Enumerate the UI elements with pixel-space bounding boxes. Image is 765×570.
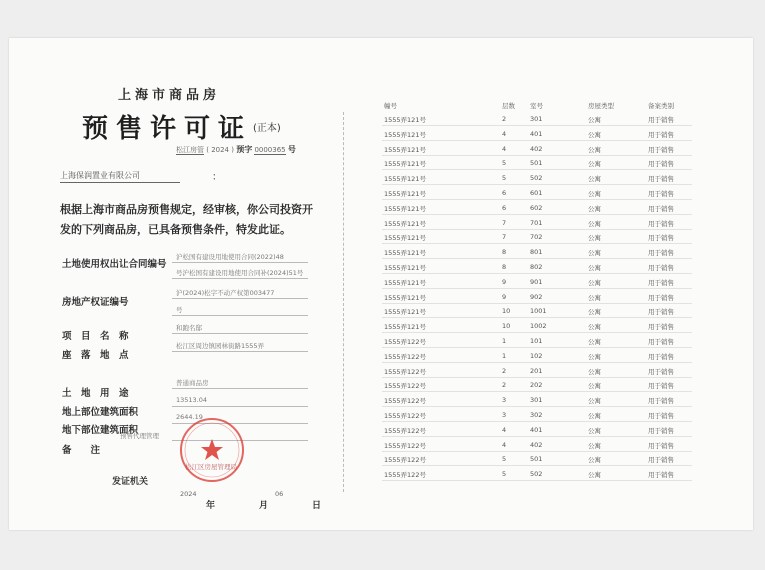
cell-type: 公寓 — [588, 323, 601, 332]
cell-building: 1555弄121号 — [384, 278, 426, 287]
cell-type: 公寓 — [588, 426, 601, 435]
cell-category: 用于销售 — [648, 293, 674, 302]
table-row-rule — [382, 451, 692, 452]
cell-floor: 10 — [502, 307, 511, 316]
cell-category: 用于销售 — [648, 382, 674, 391]
col-header-room: 室号 — [530, 102, 543, 110]
cell-category: 用于销售 — [648, 471, 674, 480]
cell-type: 公寓 — [588, 249, 601, 258]
table-row-rule — [382, 406, 692, 407]
cell-floor: 4 — [502, 425, 507, 434]
month-label: 月 — [259, 501, 269, 511]
cell-category: 用于销售 — [648, 145, 674, 154]
cell-type: 公寓 — [588, 382, 601, 391]
cell-room: 201 — [530, 366, 543, 375]
cell-type: 公寓 — [588, 338, 601, 346]
cell-floor: 5 — [502, 159, 507, 168]
rule — [172, 278, 308, 279]
table-row-rule — [382, 140, 692, 141]
cell-building: 1555弄122号 — [384, 338, 426, 346]
holder-name: 上海保润置业有限公司 — [60, 170, 180, 183]
col-header-floor: 层数 — [502, 102, 515, 110]
cell-type: 公寓 — [588, 352, 601, 361]
cell-room: 501 — [530, 159, 543, 168]
seal-graphic — [178, 416, 246, 484]
cell-floor: 8 — [502, 263, 507, 271]
page-divider — [343, 112, 344, 492]
cell-room: 302 — [530, 411, 543, 419]
cell-type: 公寓 — [588, 441, 601, 450]
cell-floor: 4 — [502, 440, 507, 449]
cell-type: 公寓 — [588, 130, 601, 139]
cell-building: 1555弄121号 — [384, 175, 426, 184]
cell-room: 301 — [530, 396, 543, 405]
cell-room: 301 — [530, 115, 543, 123]
cell-type: 公寓 — [588, 264, 601, 272]
property-cert-label: 房地产权证编号 — [62, 297, 129, 308]
table-row-rule — [382, 317, 692, 318]
year-label: 年 — [206, 501, 216, 511]
cell-room: 202 — [530, 381, 543, 390]
cell-building: 1555弄121号 — [384, 293, 426, 302]
land-contract-value-2: 号沪松国有建设用地使用合同补(2024)51号 — [176, 269, 304, 277]
cell-floor: 10 — [502, 322, 511, 331]
permit-serial: 0000365 — [254, 146, 286, 154]
property-cert-value-1: 沪(2024)松字不动产权第003477 — [176, 289, 275, 297]
cell-type: 公寓 — [588, 234, 601, 243]
cell-room: 902 — [530, 292, 543, 301]
cell-type: 公寓 — [588, 293, 601, 302]
cell-floor: 3 — [502, 411, 507, 419]
cell-floor: 5 — [502, 174, 507, 183]
cell-category: 用于销售 — [648, 234, 674, 243]
permit-word: 预字 — [236, 145, 253, 154]
cell-room: 702 — [530, 233, 543, 242]
cell-type: 公寓 — [588, 397, 601, 406]
col-header-category: 备案类别 — [648, 102, 674, 110]
cell-room: 401 — [530, 129, 543, 138]
table-row-rule — [382, 332, 692, 333]
cell-room: 1001 — [530, 307, 547, 316]
rule — [172, 388, 308, 389]
cell-building: 1555弄122号 — [384, 412, 426, 420]
cell-type: 公寓 — [588, 412, 601, 420]
cell-room: 101 — [530, 337, 543, 345]
cell-type: 公寓 — [588, 204, 601, 213]
cell-building: 1555弄121号 — [384, 264, 426, 272]
below-area-value: 2644.19 — [176, 413, 203, 421]
cell-room: 701 — [530, 218, 543, 227]
cell-floor: 3 — [502, 396, 507, 405]
land-contract-label: 土地使用权出让合同编号 — [62, 259, 167, 270]
cell-building: 1555弄122号 — [384, 441, 426, 450]
cell-category: 用于销售 — [648, 249, 674, 258]
rule — [172, 406, 308, 407]
col-header-building: 幢号 — [384, 102, 397, 110]
cell-type: 公寓 — [588, 308, 601, 317]
cell-building: 1555弄122号 — [384, 397, 426, 406]
cell-room: 901 — [530, 277, 543, 286]
seal-text: 松江区房屋管理局 — [185, 463, 237, 471]
cell-category: 用于销售 — [648, 116, 674, 124]
cell-room: 502 — [530, 470, 543, 479]
table-row-rule — [382, 391, 692, 392]
cell-category: 用于销售 — [648, 130, 674, 139]
cell-building: 1555弄122号 — [384, 352, 426, 361]
cell-type: 公寓 — [588, 175, 601, 184]
cell-floor: 4 — [502, 144, 507, 153]
cell-room: 602 — [530, 203, 543, 212]
cell-building: 1555弄122号 — [384, 471, 426, 480]
property-cert-value-2: 号 — [176, 306, 183, 314]
rule — [172, 262, 308, 263]
table-row-rule — [382, 288, 692, 289]
land-use-value: 普通商品房 — [176, 379, 209, 387]
table-row-rule — [382, 436, 692, 437]
cell-building: 1555弄122号 — [384, 367, 426, 376]
cell-category: 用于销售 — [648, 338, 674, 346]
below-area-label: 地下部位建筑面积 — [62, 425, 139, 436]
cell-building: 1555弄121号 — [384, 145, 426, 154]
table-row-rule — [382, 421, 692, 422]
cell-floor: 5 — [502, 470, 507, 479]
cell-category: 用于销售 — [648, 412, 674, 420]
rule — [172, 315, 308, 316]
location-label: 座 落 地 点 — [62, 350, 129, 361]
cell-building: 1555弄121号 — [384, 130, 426, 139]
cell-category: 用于销售 — [648, 441, 674, 450]
col-header-type: 房屋类型 — [588, 102, 614, 110]
cell-floor: 1 — [502, 351, 507, 360]
cell-type: 公寓 — [588, 190, 601, 198]
cell-floor: 2 — [502, 115, 507, 123]
cell-type: 公寓 — [588, 116, 601, 124]
official-seal — [178, 416, 246, 484]
cell-category: 用于销售 — [648, 190, 674, 198]
cell-room: 102 — [530, 351, 543, 360]
cell-floor: 2 — [502, 366, 507, 375]
cell-building: 1555弄121号 — [384, 249, 426, 258]
cell-type: 公寓 — [588, 471, 601, 480]
project-label: 项 目 名 称 — [62, 331, 129, 342]
cell-room: 502 — [530, 174, 543, 183]
table-row-rule — [382, 155, 692, 156]
day-label: 日 — [312, 501, 322, 511]
issuer-label: 发证机关 — [112, 477, 149, 487]
certificate-title: 预售许可证 — [82, 114, 253, 144]
cell-floor: 8 — [502, 248, 507, 257]
table-row-rule — [382, 480, 692, 481]
table-row-rule — [382, 258, 692, 259]
cell-building: 1555弄122号 — [384, 382, 426, 391]
cell-room: 401 — [530, 425, 543, 434]
table-row-rule — [382, 377, 692, 378]
cell-floor: 9 — [502, 277, 507, 286]
cell-category: 用于销售 — [648, 204, 674, 213]
permit-hao: 号 — [287, 145, 296, 154]
cell-category: 用于销售 — [648, 278, 674, 287]
cell-building: 1555弄121号 — [384, 308, 426, 317]
table-row-rule — [382, 303, 692, 304]
cell-floor: 5 — [502, 455, 507, 464]
permit-year: ( 2024 ) — [206, 146, 234, 154]
cell-room: 601 — [530, 189, 543, 197]
land-contract-value-1: 沪松国有建设用地使用合同(2022)48 — [176, 253, 284, 261]
certificate-body: 根据上海市商品房预售规定，经审核，你公司投资开发的下列商品房，已具备预售条件，特发此证。 — [60, 203, 313, 236]
cell-category: 用于销售 — [648, 367, 674, 376]
cell-floor: 7 — [502, 218, 507, 227]
cell-type: 公寓 — [588, 219, 601, 228]
cell-type: 公寓 — [588, 160, 601, 169]
permit-number — [176, 144, 296, 155]
cell-type: 公寓 — [588, 367, 601, 376]
table-row-rule — [382, 243, 692, 244]
remarks-value: 预售代理管理 — [120, 432, 159, 440]
cell-category: 用于销售 — [648, 308, 674, 317]
remarks-label: 备 注 — [62, 445, 101, 456]
year-value: 2024 — [180, 490, 197, 498]
table-row-rule — [382, 184, 692, 185]
table-row-rule — [382, 347, 692, 348]
table-row-rule — [382, 362, 692, 363]
cell-category: 用于销售 — [648, 264, 674, 272]
above-area-value: 13513.04 — [176, 396, 208, 404]
cell-floor: 6 — [502, 203, 507, 212]
certificate-subtitle: 上海市商品房 — [118, 88, 221, 103]
location-value: 松江区周边镇园林街路1555弄 — [176, 342, 265, 350]
cell-building: 1555弄121号 — [384, 323, 426, 332]
cell-category: 用于销售 — [648, 160, 674, 169]
cell-category: 用于销售 — [648, 456, 674, 465]
cell-room: 501 — [530, 455, 543, 464]
cell-room: 802 — [530, 263, 543, 271]
cell-type: 公寓 — [588, 145, 601, 154]
cell-building: 1555弄122号 — [384, 456, 426, 465]
cell-room: 801 — [530, 248, 543, 257]
cell-category: 用于销售 — [648, 175, 674, 184]
table-row-rule — [382, 273, 692, 274]
cell-floor: 2 — [502, 381, 507, 390]
table-row-rule — [382, 125, 692, 126]
cell-type: 公寓 — [588, 278, 601, 287]
cell-building: 1555弄121号 — [384, 219, 426, 228]
cell-room: 1002 — [530, 322, 547, 331]
cell-room: 402 — [530, 440, 543, 449]
cell-building: 1555弄121号 — [384, 116, 426, 124]
cell-floor: 1 — [502, 337, 507, 345]
cell-category: 用于销售 — [648, 219, 674, 228]
land-use-label: 土 地 用 途 — [62, 388, 129, 399]
cell-category: 用于销售 — [648, 323, 674, 332]
cell-floor: 4 — [502, 129, 507, 138]
table-row-rule — [382, 214, 692, 215]
cell-floor: 6 — [502, 189, 507, 197]
cell-floor: 7 — [502, 233, 507, 242]
rule — [172, 351, 308, 352]
permit-prefix: 松江房管 — [176, 146, 204, 154]
cell-category: 用于销售 — [648, 352, 674, 361]
cell-category: 用于销售 — [648, 397, 674, 406]
cell-building: 1555弄122号 — [384, 426, 426, 435]
above-area-label: 地上部位建筑面积 — [62, 407, 139, 418]
holder-colon: ： — [212, 172, 222, 183]
table-row-rule — [382, 229, 692, 230]
cell-building: 1555弄121号 — [384, 190, 426, 198]
cell-room: 402 — [530, 144, 543, 153]
cell-floor: 9 — [502, 292, 507, 301]
table-row-rule — [382, 199, 692, 200]
cell-category: 用于销售 — [648, 426, 674, 435]
cell-building: 1555弄121号 — [384, 160, 426, 169]
cell-type: 公寓 — [588, 456, 601, 465]
project-value: 和跑名邸 — [176, 324, 202, 332]
cell-building: 1555弄121号 — [384, 234, 426, 243]
table-row-rule — [382, 465, 692, 466]
month-value: 06 — [275, 490, 284, 498]
rule — [172, 298, 308, 299]
copy-label: (正本) — [253, 123, 281, 134]
cell-building: 1555弄121号 — [384, 204, 426, 213]
rule — [172, 333, 308, 334]
table-row-rule — [382, 169, 692, 170]
